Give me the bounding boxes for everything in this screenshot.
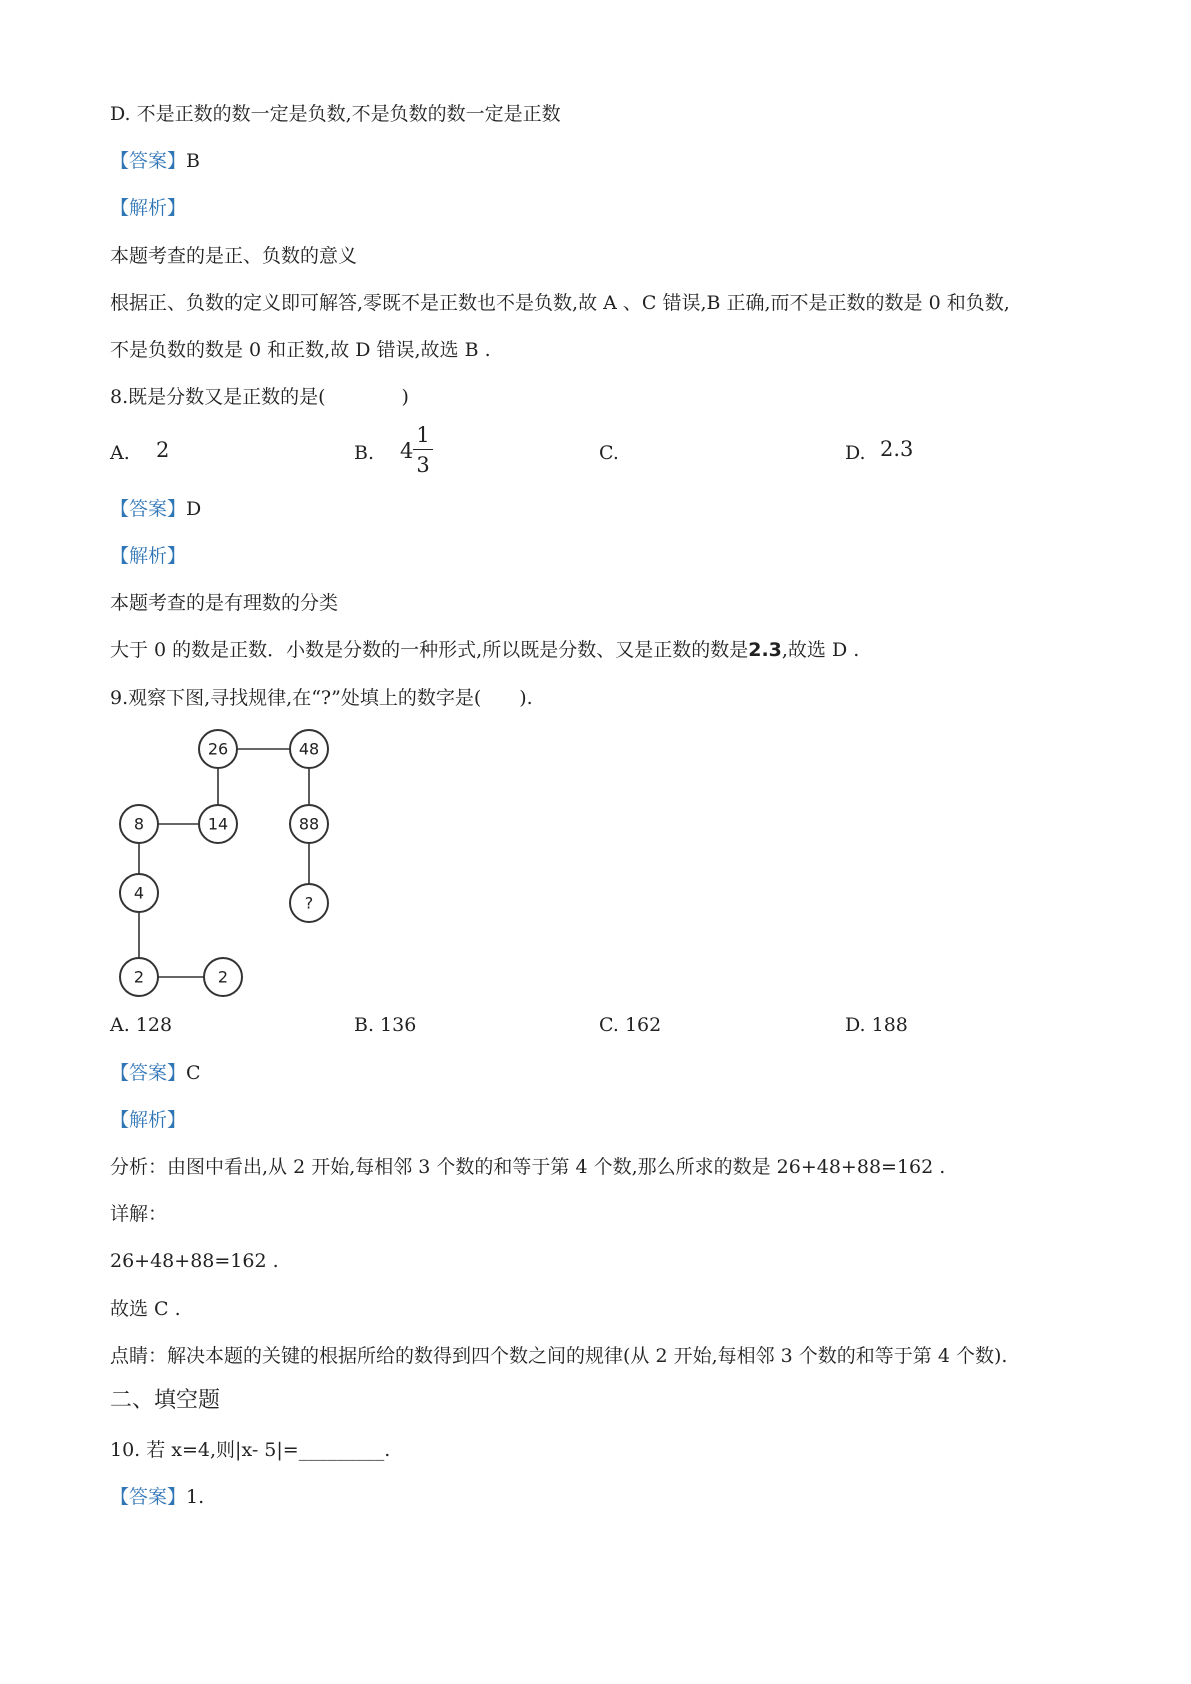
q7-option-d: D. 不是正数的数一定是负数,不是负数的数一定是正数 [110,103,561,125]
q8-option-d-value: 2.3 [880,437,914,461]
q7-analysis-3: 不是负数的数是 0 和正数,故 D 错误,故选 B . [110,339,491,361]
q9-analysis-tag: 【解析】 [110,1109,187,1131]
q8-analysis-2 [110,637,859,663]
diagram-label: 48 [298,739,320,759]
q8-option-a-label: A. [110,442,130,464]
diagram-label: 2 [217,967,229,987]
answer-tag: 【答案】 [110,1486,187,1508]
q8-analysis-1: 本题考查的是有理数的分类 [110,592,339,614]
q7-analysis-1: 本题考查的是正、负数的意义 [110,245,358,267]
q8-option-b-label: B. [354,442,375,464]
section-2-title: 二、填空题 [110,1388,221,1413]
q8-analysis-2-post: ,故选 D . [781,639,860,661]
diagram-label: 26 [207,739,229,759]
q9-detail-label: 详解： [110,1203,168,1225]
answer-tag: 【答案】 [110,498,187,520]
q8-question: 8.既是分数又是正数的是( ) [110,386,409,408]
fraction-bar [413,449,433,450]
q8-answer: D [186,498,202,520]
q9-option-a: A. 128 [110,1014,173,1036]
q7-answer-line [110,148,200,174]
q9-answer-line [110,1060,201,1086]
q9-option-c: C. 162 [599,1014,662,1036]
q10-answer-line [110,1484,204,1510]
q9-detail-1: 26+48+88=162 . [110,1250,279,1272]
q8-answer-line [110,496,201,522]
q7-answer: B [186,150,200,172]
q8-option-c-label: C. [599,442,619,464]
q9-comment: 点睛：解决本题的关键的根据所给的数得到四个数之间的规律(从 2 开始,每相邻 3 个数的和等于第 4 个数). [110,1345,1008,1367]
q10-answer: 1. [186,1486,205,1508]
q9-answer: C [186,1062,201,1084]
q9-analysis-1: 分析：由图中看出,从 2 开始,每相邻 3 个数的和等于第 4 个数,那么所求的数是 26+48+88=162 . [110,1156,946,1178]
q10-question: 10. 若 x=4,则|x- 5|=_________. [110,1439,391,1461]
q8-option-b-whole: 4 [400,439,414,463]
q7-analysis-2: 根据正、负数的定义即可解答,零既不是正数也不是负数,故 A 、C 错误,B 正确,而不是正数的数是 0 和负数, [110,292,1010,314]
q9-detail-2: 故选 C . [110,1298,181,1320]
diagram-label: 8 [133,814,145,834]
q8-analysis-tag: 【解析】 [110,545,187,567]
q9-option-d: D. 188 [845,1014,908,1036]
diagram-label: 14 [207,814,229,834]
diagram-label: 4 [133,883,145,903]
diagram-connectors [139,749,309,977]
q8-option-b-denominator: 3 [416,453,430,477]
q9-option-b: B. 136 [354,1014,417,1036]
number-pattern-diagram [100,725,350,1005]
answer-tag: 【答案】 [110,150,187,172]
q8-option-a-value: 2 [156,438,170,462]
diagram-label: 2 [133,967,145,987]
q7-analysis-tag: 【解析】 [110,197,187,219]
q8-option-d-label: D. [845,442,866,464]
diagram-label: 88 [298,814,320,834]
diagram-label: ? [304,893,314,913]
q8-analysis-2-pre: 大于 0 的数是正数．小数是分数的一种形式,所以既是分数、又是正数的数是 [110,639,749,661]
q8-option-b-numerator: 1 [416,423,430,447]
q8-analysis-2-value: 2.3 [748,639,782,661]
answer-tag: 【答案】 [110,1062,187,1084]
q9-question: 9.观察下图,寻找规律,在“?”处填上的数字是( ). [110,687,533,709]
